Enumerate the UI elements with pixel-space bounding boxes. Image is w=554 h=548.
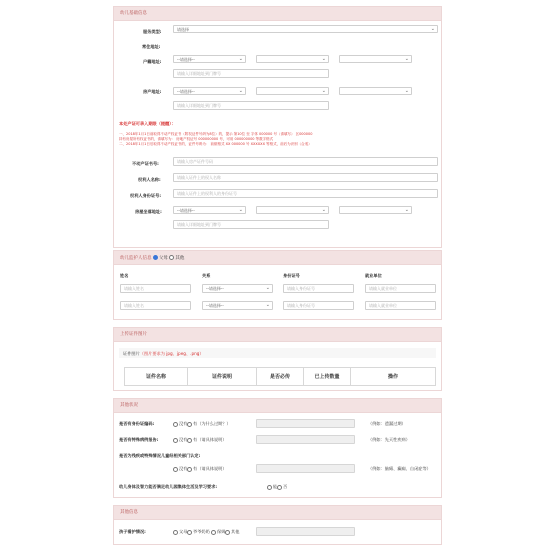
guardian-panel xyxy=(113,250,442,320)
property-no-input[interactable]: 请输入房产证件号码 xyxy=(173,157,438,166)
household-city-select[interactable] xyxy=(256,55,329,63)
care-option-nanny[interactable]: 保姆 xyxy=(211,529,225,535)
household-district-select[interactable] xyxy=(339,55,412,63)
radio-icon xyxy=(187,422,192,427)
radio-icon xyxy=(267,485,272,490)
care-option-parents[interactable]: 父母 xyxy=(173,529,187,535)
guardian1-relation-select[interactable]: --请选择-- ⌄ xyxy=(202,284,273,293)
property-address-input[interactable]: 请输入详细地址到门牌号 xyxy=(173,220,329,229)
care-option-other[interactable]: 其他 xyxy=(225,529,239,535)
chevron-down-icon: ⌄ xyxy=(265,285,270,291)
property-address-label: 房屋坐落地址: xyxy=(135,209,162,214)
q3-hint: （例如：脑瘫、癫痫、自闭症等） xyxy=(368,466,431,471)
other-status-header xyxy=(114,399,441,413)
property-province-select[interactable]: --请选择-- ⌄ xyxy=(173,206,246,214)
owner-name-label: 权利人名称: xyxy=(138,177,161,182)
guardian-radio-parents[interactable]: 父母 xyxy=(153,256,168,261)
radio-icon xyxy=(187,467,192,472)
table-header-cell: 已上传数量 xyxy=(304,368,351,386)
nationality-label: 服务类型: xyxy=(143,29,162,34)
basic-info-header xyxy=(114,7,441,21)
household-address-input[interactable]: 请输入详细地址到门牌号 xyxy=(173,69,329,78)
col-name-header: 姓名 xyxy=(120,273,129,278)
q4-option-yes[interactable]: 能 xyxy=(267,484,277,490)
chevron-down-icon: ⌄ xyxy=(404,56,409,62)
property-note-2: 持有房屋所有权证书的，请填写为： 房地产权证号 000000000 号，可用 000000000 等数字格式 xyxy=(119,137,274,141)
nationality-select[interactable]: 请选择 ⌄ xyxy=(173,25,438,33)
care-label: 孩子看护情况: xyxy=(119,529,146,534)
chevron-down-icon: ⌄ xyxy=(321,56,326,62)
household-label: 户籍地址: xyxy=(143,59,162,64)
property-city-select[interactable] xyxy=(256,206,329,214)
attachments-table-header xyxy=(125,368,436,386)
other-status-panel xyxy=(113,398,442,498)
q1-option-yes[interactable]: 有（为什么过期？） xyxy=(187,421,231,427)
q2-option-yes[interactable]: 有（请具体说明） xyxy=(187,437,227,443)
guardian2-id-input[interactable]: 请输入身份证号 xyxy=(283,301,354,310)
property-district-select[interactable] xyxy=(339,206,412,214)
q1-label: 是否有身份证编码: xyxy=(119,421,155,426)
table-header-cell: 操作 xyxy=(351,368,436,386)
col-relation-header: 关系 xyxy=(202,273,211,278)
guardian2-relation-select[interactable]: --请选择-- ⌄ xyxy=(202,301,273,310)
home-city-select[interactable] xyxy=(256,87,329,95)
other-info-panel xyxy=(113,505,442,545)
q3-option-no[interactable]: 没有 xyxy=(173,466,187,472)
owner-id-input[interactable]: 请输入证件上的权利人的身份证号 xyxy=(173,189,438,198)
basic-info-title: 幼儿基础信息 xyxy=(120,11,147,16)
q3-option-yes[interactable]: 有（请具体说明） xyxy=(187,466,227,472)
property-note-title: 本处产证可录入期限（提醒）： xyxy=(119,121,176,126)
radio-icon xyxy=(173,438,178,443)
q4-option-no[interactable]: 否 xyxy=(277,484,287,490)
radio-icon xyxy=(173,422,178,427)
home-address-input[interactable]: 请输入详细地址到门牌号 xyxy=(173,101,329,110)
col-id-header: 身份证号 xyxy=(283,273,300,278)
q2-detail-input[interactable] xyxy=(256,435,355,444)
chevron-down-icon: ⌄ xyxy=(321,88,326,94)
home-district-select[interactable] xyxy=(339,87,412,95)
basic-info-panel xyxy=(113,6,442,248)
other-info-header xyxy=(114,506,441,520)
guardian1-workplace-input[interactable]: 请输入就业单位 xyxy=(365,284,436,293)
chevron-down-icon: ⌄ xyxy=(404,88,409,94)
property-note-1: 一、2018年1月1日前取得不动产权证书（附权证件号码为8位）的，提示 第10位 至 字体 000000 号（请填写） 区000000 xyxy=(119,132,313,136)
chevron-down-icon: ⌄ xyxy=(404,207,409,213)
radio-icon xyxy=(173,530,178,535)
attachments-table xyxy=(124,367,436,386)
property-no-label: 不动产证书号: xyxy=(132,161,159,166)
table-header-cell: 是否必传 xyxy=(257,368,304,386)
q2-label: 是否有特殊病例报告: xyxy=(119,437,159,442)
guardian1-id-input[interactable]: 请输入身份证号 xyxy=(283,284,354,293)
radio-icon xyxy=(211,530,216,535)
guardian-title: 幼儿监护人信息 xyxy=(120,256,152,261)
radio-icon xyxy=(277,485,282,490)
radio-icon xyxy=(187,530,192,535)
chevron-down-icon: ⌄ xyxy=(238,88,243,94)
upload-note: 证件图片（图片要求为 jpg、jpeg、.png） xyxy=(123,350,204,356)
guardian2-workplace-input[interactable]: 请输入就业单位 xyxy=(365,301,436,310)
chevron-down-icon: ⌄ xyxy=(238,56,243,62)
upload-panel xyxy=(113,327,442,391)
guardian-header xyxy=(114,251,441,265)
owner-id-label: 权利人身份证号: xyxy=(130,193,161,198)
other-info-title: 其他信息 xyxy=(120,510,138,515)
upload-header xyxy=(114,328,441,342)
table-header-cell: 证件名称 xyxy=(125,368,188,386)
q3-label: 是否为残疾或特殊情况儿童经相关部门认定: xyxy=(119,453,201,458)
q2-hint: （例如：先天性疾病） xyxy=(368,437,410,442)
care-detail-input[interactable] xyxy=(256,527,355,536)
care-option-grandparents[interactable]: 爷爷奶奶 xyxy=(187,529,210,535)
chevron-down-icon: ⌄ xyxy=(265,302,270,308)
home-address-label: 房产地址: xyxy=(143,89,162,94)
owner-name-input[interactable]: 请输入证件上的权人名称 xyxy=(173,173,438,182)
home-province-select[interactable]: --请选择-- ⌄ xyxy=(173,87,246,95)
radio-icon xyxy=(173,467,178,472)
household-province-select[interactable]: --请选择-- ⌄ xyxy=(173,55,246,63)
q3-detail-input[interactable] xyxy=(256,464,355,473)
table-header-cell: 证件说明 xyxy=(188,368,257,386)
property-note-3: 二、2018年1月1日后取得不动产权证书的，证件号码为： 前缀格式 XX 000000 号 XXXXXX 等格式，前后为识别（合适） xyxy=(119,142,312,146)
q1-hint: （例如：遗漏过期） xyxy=(368,421,406,426)
guardian1-name-input[interactable]: 请输入姓名 xyxy=(120,284,191,293)
other-status-title: 其他状况 xyxy=(120,403,138,408)
guardian-radio-other[interactable]: 其他 xyxy=(169,256,184,261)
radio-icon xyxy=(225,530,230,535)
radio-icon xyxy=(169,255,174,260)
q1-detail-input[interactable] xyxy=(256,419,355,428)
col-workplace-header: 就业单位 xyxy=(365,273,382,278)
chevron-down-icon: ⌄ xyxy=(238,207,243,213)
residence-label: 常住地址: xyxy=(142,44,161,49)
upload-note-bar xyxy=(119,348,436,358)
q1-option-no[interactable]: 没有 xyxy=(173,421,187,427)
radio-icon xyxy=(187,438,192,443)
q4-label: 幼儿身体及智力能否满足幼儿园集体生活及学习要求: xyxy=(119,484,217,489)
radio-icon xyxy=(153,255,158,260)
chevron-down-icon: ⌄ xyxy=(321,207,326,213)
q2-option-no[interactable]: 没有 xyxy=(173,437,187,443)
chevron-down-icon: ⌄ xyxy=(430,26,435,32)
guardian2-name-input[interactable]: 请输入姓名 xyxy=(120,301,191,310)
upload-title: 上传证件图片 xyxy=(120,332,147,337)
